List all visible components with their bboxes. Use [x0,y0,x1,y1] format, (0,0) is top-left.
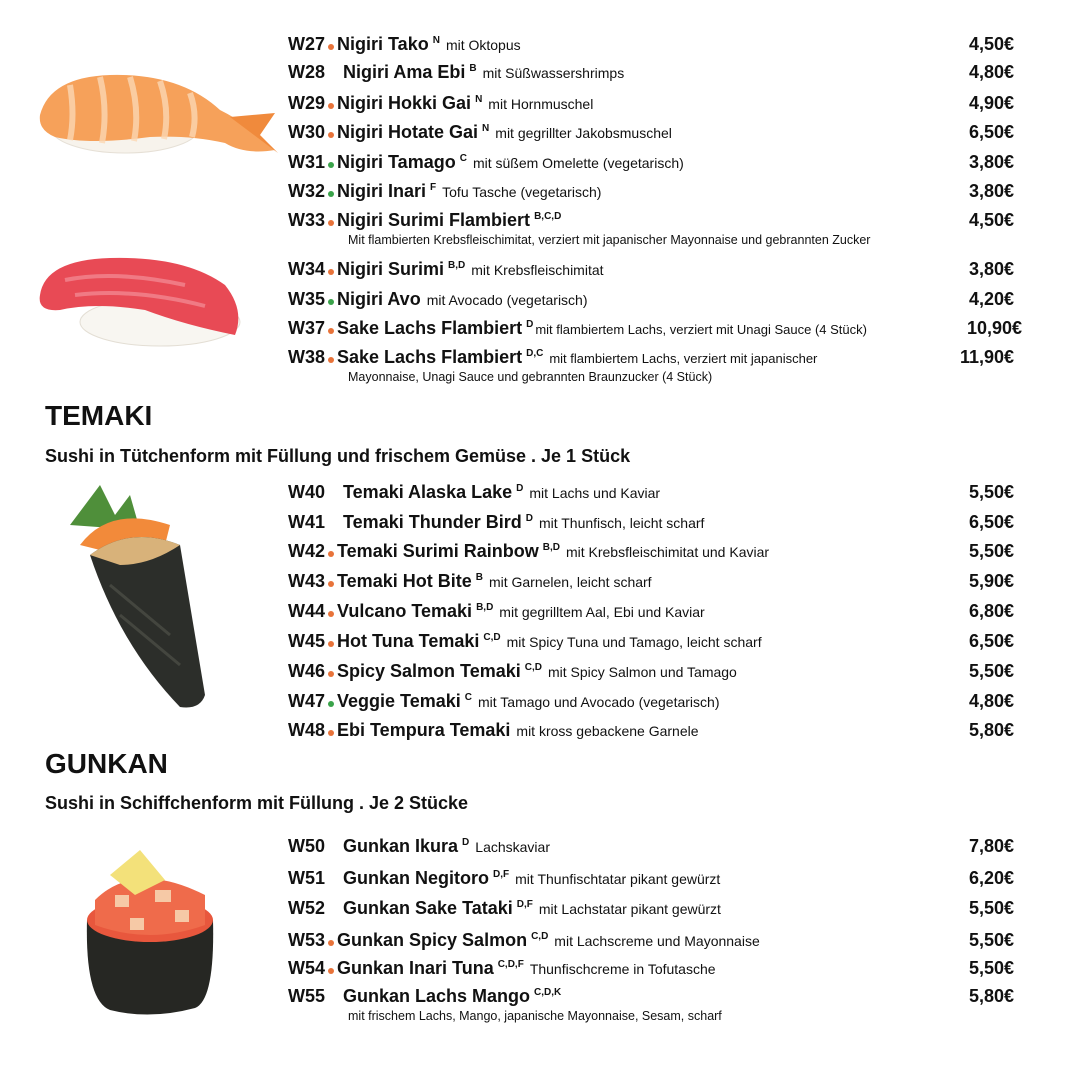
category-dot-icon [328,328,334,334]
item-price: 3,80€ [968,152,1014,172]
item-description: mit Süßwassershrimps [482,65,625,81]
item-name: Gunkan Ikura [343,836,459,856]
category-dot-icon [328,641,334,647]
item-code: W33 [288,210,326,230]
item-code: W35 [288,289,326,309]
spacer [331,72,337,78]
category-dot-icon [328,701,334,707]
item-code: W50 [288,836,326,856]
item-description: mit Avocado (vegetarisch) [426,292,588,308]
menu-item [288,601,1028,622]
item-code: W45 [288,631,326,651]
menu-item-line [288,836,1028,857]
category-dot-icon [328,132,334,138]
item-description: mit Spicy Salmon und Tamago [548,664,737,680]
item-description: mit Spicy Tuna und Tamago, leicht scharf [506,634,762,650]
allergen-codes: C,D [531,931,549,942]
item-price: 5,90€ [968,571,1014,591]
gunkan-title: GUNKAN [45,748,168,779]
item-code: W43 [288,571,326,591]
menu-item-line [288,181,1028,202]
menu-item [288,986,1028,1023]
menu-item [288,720,1028,741]
allergen-codes: B,D [448,260,466,271]
menu-item-line [288,691,1028,712]
category-dot-icon [328,730,334,736]
menu-item-line [288,601,1028,622]
item-name: Nigiri Tako [337,34,429,54]
item-price: 11,90€ [959,347,1014,367]
category-dot-icon [328,162,334,168]
item-price: 5,50€ [968,661,1014,681]
item-description: mit Garnelen, leicht scharf [488,574,652,590]
menu-item-line [288,986,1028,1007]
item-name: Nigiri Hotate Gai [337,122,479,142]
category-dot-icon [328,220,334,226]
allergen-codes: C,D [524,662,542,673]
item-price: 10,90€ [966,318,1022,338]
item-description: mit gegrillter Jakobsmuschel [495,125,672,141]
item-price: 5,50€ [968,482,1014,502]
allergen-codes: C,D [483,632,501,643]
item-description: mit Krebsfleischimitat und Kaviar [565,544,770,560]
menu-item [288,62,1028,83]
item-price: 4,50€ [968,210,1014,230]
item-price: 4,80€ [968,691,1014,711]
menu-item [288,512,1028,533]
item-name: Temaki Alaska Lake [343,482,513,502]
menu-item-line [288,289,1028,310]
spacer [331,522,337,528]
item-description: mit Lachscreme und Mayonnaise [554,933,760,949]
allergen-codes: N [475,94,483,105]
item-price: 6,80€ [968,601,1014,621]
menu-item-line [288,122,1028,143]
menu-item-line [288,898,1028,919]
category-dot-icon [328,551,334,557]
category-dot-icon [328,191,334,197]
item-code: W40 [288,482,326,502]
item-code: W53 [288,930,326,950]
shrimp-nigiri-photo [30,55,280,165]
item-description: mit Thunfischtatar pikant gewürzt [515,871,721,887]
item-description: mit Lachstatar pikant gewürzt [538,901,721,917]
item-code: W54 [288,958,326,978]
item-name: Gunkan Sake Tataki [343,898,513,918]
item-name: Nigiri Inari [337,181,427,201]
allergen-codes: C,D,F [497,959,524,970]
menu-item [288,541,1028,562]
item-name: Gunkan Negitoro [343,868,490,888]
allergen-codes: D,F [516,899,533,910]
menu-item [288,836,1028,857]
item-name: Sake Lachs Flambiert [337,347,523,367]
item-price: 3,80€ [968,181,1014,201]
menu-item [288,930,1028,951]
category-dot-icon [328,357,334,363]
item-code: W31 [288,152,326,172]
menu-item [288,571,1028,592]
item-name: Nigiri Tamago [337,152,456,172]
item-price: 4,20€ [968,289,1014,309]
item-code: W34 [288,259,326,279]
item-description: mit Tamago und Avocado (vegetarisch) [477,694,720,710]
menu-item-line [288,958,1028,979]
item-name: Gunkan Lachs Mango [343,986,531,1006]
allergen-codes: C [464,692,472,703]
menu-item [288,93,1028,114]
allergen-codes: D [462,837,470,848]
menu-item-line [288,482,1028,503]
item-price: 6,50€ [968,512,1014,532]
item-price: 3,80€ [968,259,1014,279]
allergen-codes: B,D [542,542,560,553]
item-description: mit Oktopus [445,37,521,53]
item-price: 6,20€ [968,868,1014,888]
item-code: W48 [288,720,326,740]
category-dot-icon [328,940,334,946]
menu-item [288,868,1028,889]
menu-item [288,898,1028,919]
gunkan-subtitle: Sushi in Schiffchenform mit Füllung . Je 2 Stücke [45,793,469,813]
menu-item-line [288,631,1028,652]
gunkan-salmon-photo [75,850,225,1020]
item-description: Tofu Tasche (vegetarisch) [442,184,602,200]
item-price: 5,80€ [968,986,1014,1006]
item-description: mit Lachs und Kaviar [529,485,661,501]
category-dot-icon [328,269,334,275]
menu-item [288,122,1028,143]
item-name: Sake Lachs Flambiert [337,318,523,338]
menu-item [288,152,1028,173]
item-price: 6,50€ [968,631,1014,651]
spacer [331,878,337,884]
menu-item-line [288,720,1028,741]
item-price: 5,50€ [968,898,1014,918]
item-price: 5,50€ [968,958,1014,978]
item-price: 4,90€ [968,93,1014,113]
menu-item [288,259,1028,280]
item-subdescription: mit frischem Lachs, Mango, japanische Mayonnaise, Sesam, scharf [348,1009,722,1023]
item-price: 5,80€ [968,720,1014,740]
allergen-codes: B [475,572,483,583]
item-name: Spicy Salmon Temaki [337,661,521,681]
temaki-cone-photo [60,485,220,715]
allergen-codes: C [459,153,467,164]
menu-item-line [288,93,1028,114]
item-name: Nigiri Surimi Flambiert [337,210,531,230]
allergen-codes: N [482,123,490,134]
spacer [331,996,337,1002]
allergen-codes: B [469,63,477,74]
item-code: W47 [288,691,326,711]
allergen-codes: B,D [476,602,494,613]
allergen-codes: D [525,513,533,524]
item-name: Nigiri Surimi [337,259,445,279]
allergen-codes: D [526,319,534,330]
item-code: W44 [288,601,326,621]
allergen-codes: D,C [526,348,544,359]
item-description: mit Thunfisch, leicht scharf [538,515,705,531]
menu-item [288,34,1028,55]
tuna-nigiri-photo [35,240,245,350]
item-name: Veggie Temaki [337,691,461,711]
item-price: 6,50€ [968,122,1014,142]
item-name: Gunkan Spicy Salmon [337,930,528,950]
menu-item-line [288,347,1028,368]
menu-item [288,289,1028,310]
spacer [331,846,337,852]
menu-item-line [288,210,1028,231]
item-code: W32 [288,181,326,201]
allergen-codes: C,D,K [534,987,562,998]
item-subdescription: Mit flambierten Krebsfleischimitat, verziert mit japanischer Mayonnaise und gebrannten Zucker [348,233,871,247]
menu-item-line [288,661,1028,682]
menu-item [288,482,1028,503]
item-code: W37 [288,318,326,338]
item-description: mit süßem Omelette (vegetarisch) [472,155,684,171]
item-description: mit Hornmuschel [488,96,594,112]
allergen-codes: D [516,483,524,494]
item-code: W46 [288,661,326,681]
item-description: mit flambiertem Lachs, verziert mit japanischer [549,351,818,366]
item-description: mit kross gebackene Garnele [516,723,699,739]
allergen-codes: D,F [493,869,510,880]
item-code: W51 [288,868,326,888]
item-code: W30 [288,122,326,142]
item-code: W29 [288,93,326,113]
menu-item [288,691,1028,712]
category-dot-icon [328,299,334,305]
menu-item-line [288,152,1028,173]
item-code: W42 [288,541,326,561]
item-code: W27 [288,34,326,54]
item-name: Nigiri Hokki Gai [337,93,472,113]
item-code: W28 [288,62,326,82]
menu-item [288,958,1028,979]
item-price: 5,50€ [968,541,1014,561]
item-description: mit flambiertem Lachs, verziert mit Unagi Sauce (4 Stück) [535,322,867,337]
item-name: Temaki Surimi Rainbow [337,541,539,561]
item-price: 5,50€ [968,930,1014,950]
item-price: 4,50€ [968,34,1014,54]
item-name: Hot Tuna Temaki [337,631,480,651]
category-dot-icon [328,581,334,587]
menu-item [288,631,1028,652]
menu-item [288,661,1028,682]
menu-item-line [288,930,1028,951]
menu-item-line [288,868,1028,889]
item-name: Ebi Tempura Temaki [337,720,511,740]
item-description: Lachskaviar [475,839,550,855]
menu-item-line [288,259,1028,280]
allergen-codes: B,C,D [534,211,562,222]
menu-item-line [288,318,1028,339]
spacer [331,492,337,498]
item-subdescription: Mayonnaise, Unagi Sauce und gebrannten Braunzucker (4 Stück) [348,370,713,384]
item-code: W38 [288,347,326,367]
item-code: W52 [288,898,326,918]
menu-item-line [288,62,1028,83]
category-dot-icon [328,968,334,974]
allergen-codes: F [430,182,437,193]
item-name: Nigiri Ama Ebi [343,62,466,82]
menu-item-line [288,34,1028,55]
item-price: 7,80€ [968,836,1014,856]
category-dot-icon [328,671,334,677]
category-dot-icon [328,103,334,109]
menu-item-line [288,512,1028,533]
item-code: W55 [288,986,326,1006]
item-description: mit Krebsfleischimitat [471,262,604,278]
item-description: Thunfischcreme in Tofutasche [529,961,716,977]
item-name: Nigiri Avo [337,289,421,309]
spacer [331,908,337,914]
menu-item [288,181,1028,202]
menu-item [288,210,1028,247]
menu-item-line [288,571,1028,592]
item-description: mit gegrilltem Aal, Ebi und Kaviar [499,604,705,620]
item-name: Temaki Hot Bite [337,571,472,591]
item-name: Vulcano Temaki [337,601,473,621]
menu-item [288,318,1028,339]
category-dot-icon [328,611,334,617]
menu-item-line [288,541,1028,562]
category-dot-icon [328,44,334,50]
allergen-codes: N [432,35,440,46]
temaki-title: TEMAKI [45,400,153,431]
temaki-subtitle: Sushi in Tütchenform mit Füllung und frischem Gemüse . Je 1 Stück [45,446,631,466]
item-price: 4,80€ [968,62,1014,82]
menu-item [288,347,1028,384]
item-code: W41 [288,512,326,532]
item-name: Temaki Thunder Bird [343,512,522,532]
item-name: Gunkan Inari Tuna [337,958,494,978]
